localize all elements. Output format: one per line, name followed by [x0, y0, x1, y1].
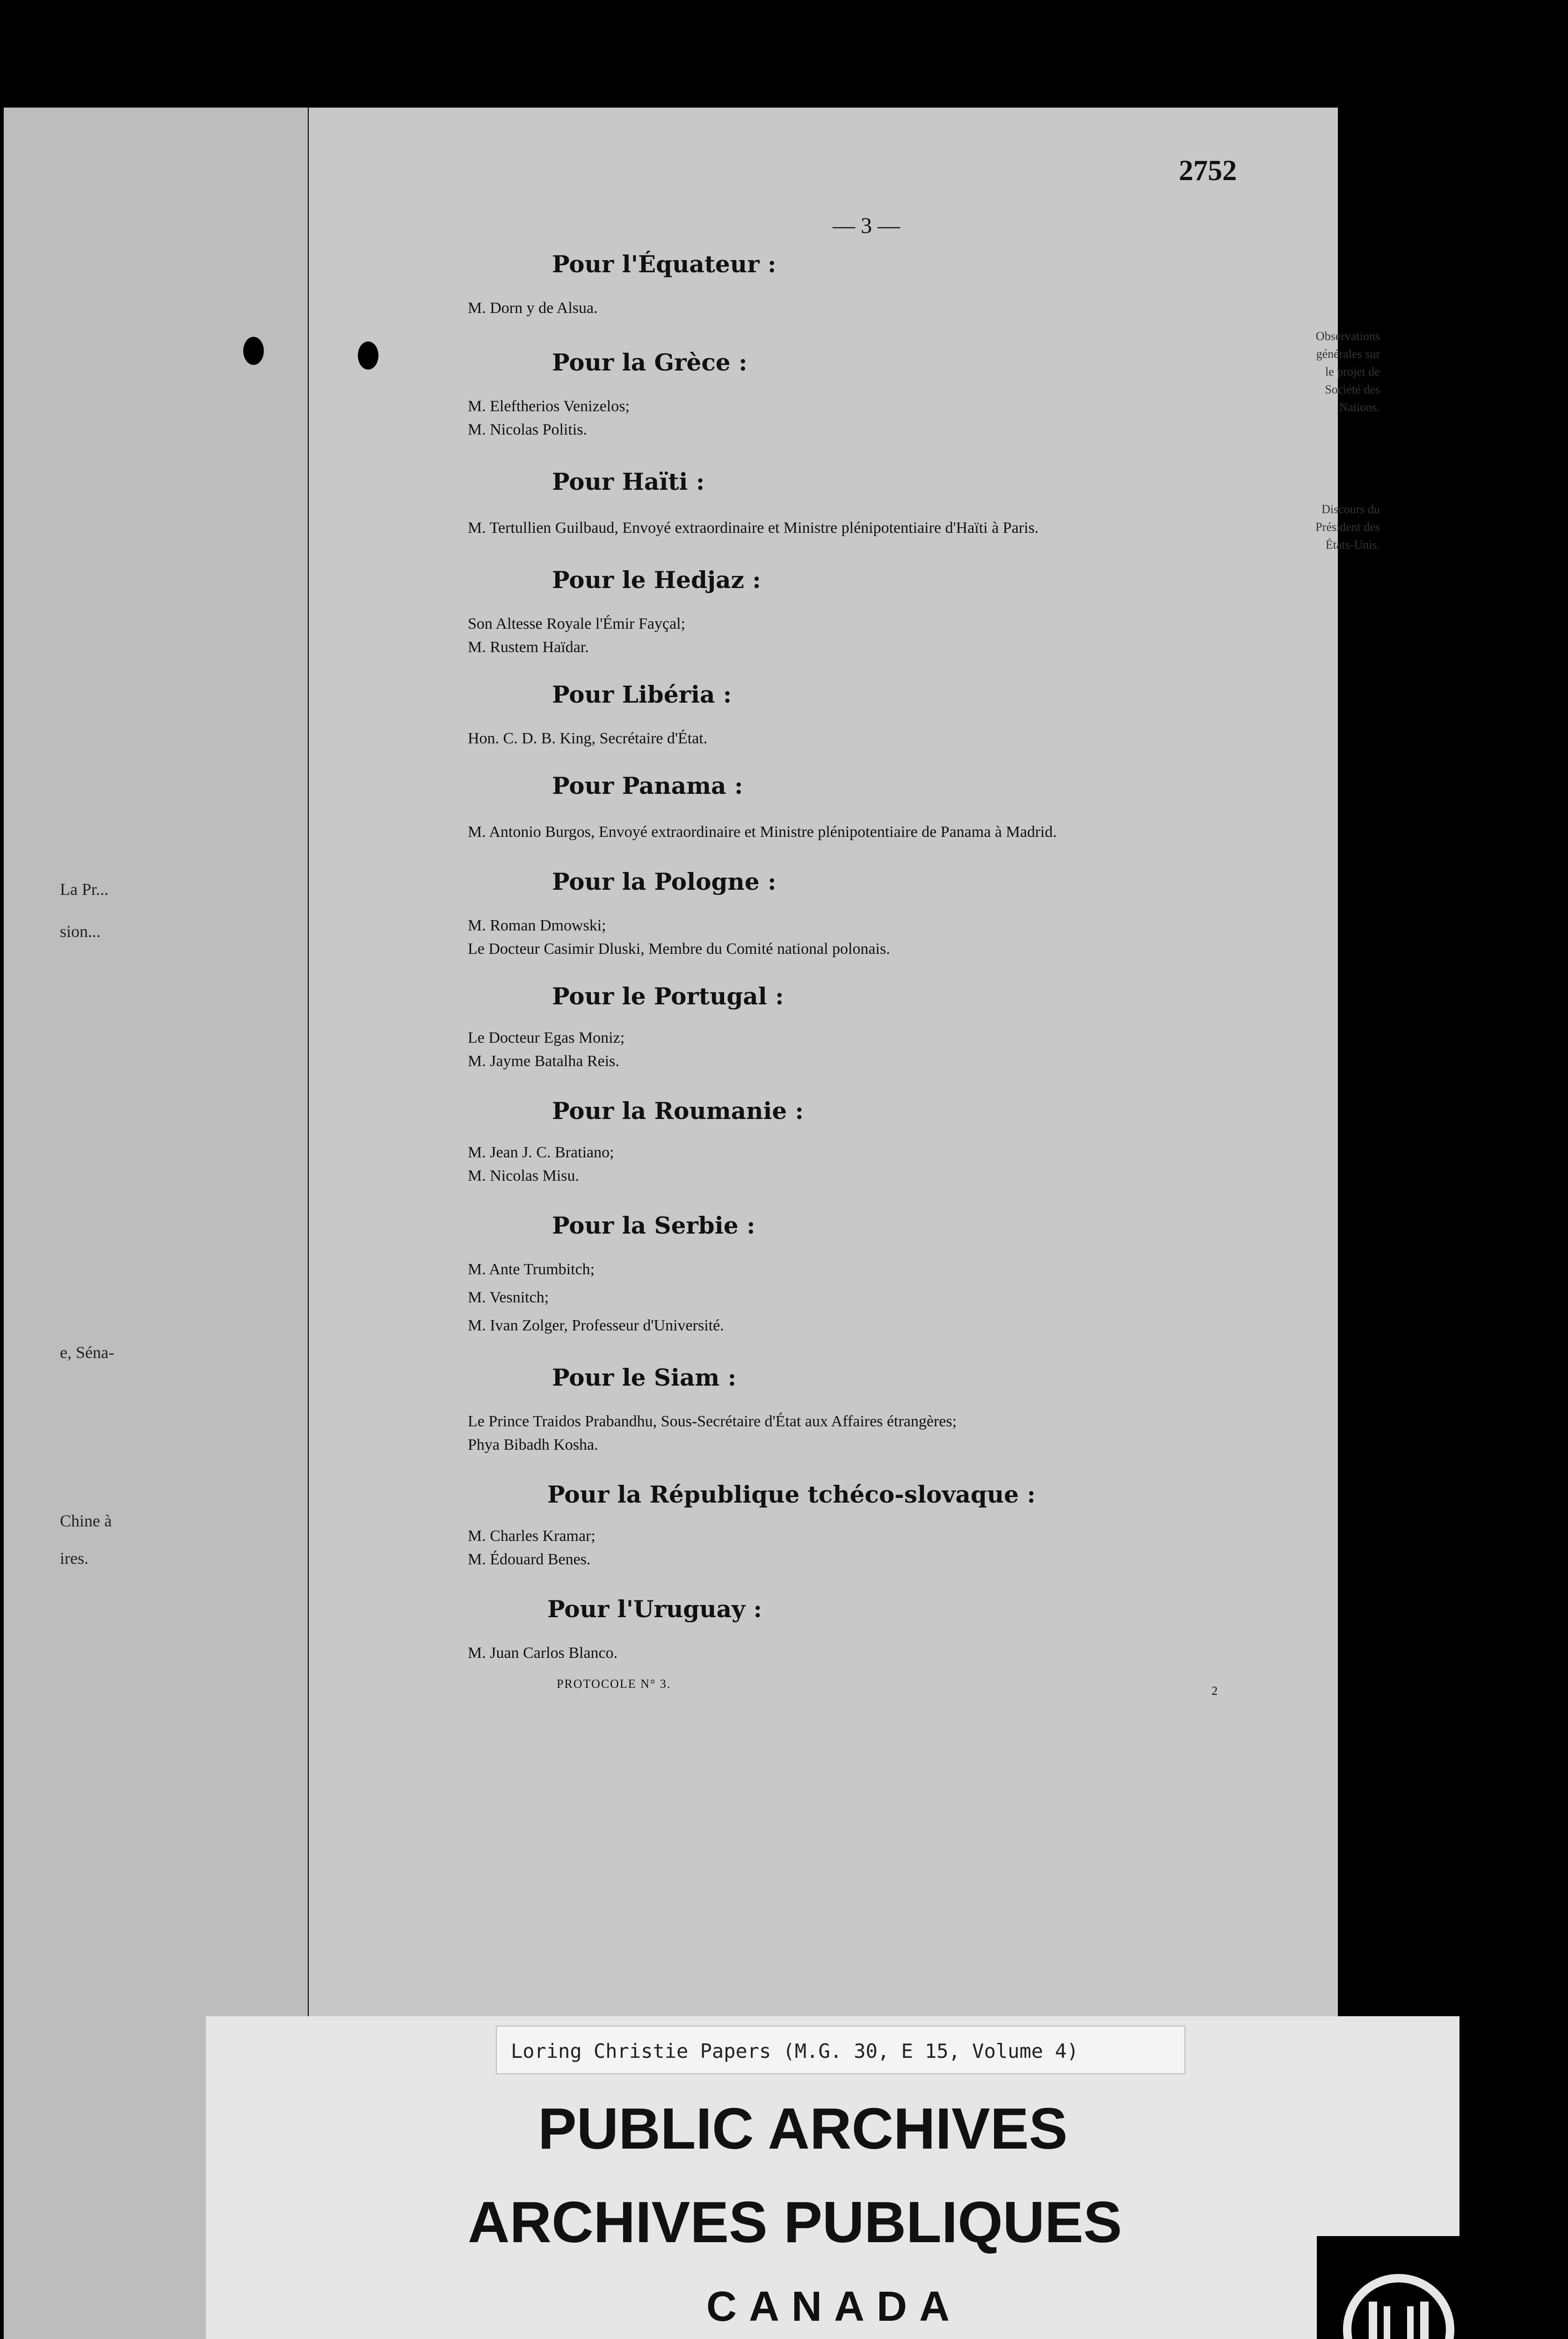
left-fragment-text: ires. [60, 1549, 88, 1568]
archives-emblem-icon [1317, 2236, 1481, 2339]
left-fragment-text: Chine à [60, 1511, 112, 1530]
signature-mark: 2 [1212, 1684, 1219, 1698]
margin-note: Observations générales sur le projet de Société des Nations. [1315, 329, 1380, 414]
delegate-entry: M. Jean J. C. Bratiano; [468, 1144, 614, 1161]
delegate-entry: M. Ante Trumbitch; [468, 1261, 595, 1278]
delegation-heading-panama: Pour Panama : [552, 772, 743, 799]
delegate-entry: M. Rustem Haïdar. [468, 639, 589, 656]
left-fragment-text: e, Séna- [60, 1343, 114, 1362]
delegation-heading-pologne: Pour la Pologne : [552, 868, 777, 895]
delegation-heading-siam: Pour le Siam : [552, 1364, 737, 1391]
delegate-entry: M. Jayme Batalha Reis. [468, 1053, 619, 1070]
delegate-entry: M. Nicolas Misu. [468, 1167, 579, 1184]
delegate-entry: M. Eleftherios Venizelos; [468, 398, 630, 415]
call-number-text: Loring Christie Papers (M.G. 30, E 15, Volume 4) [511, 2040, 1079, 2063]
delegation-heading-serbie: Pour la Serbie : [552, 1212, 755, 1239]
delegation-heading-roumanie: Pour la Roumanie : [552, 1097, 804, 1125]
delegation-heading-hedjaz: Pour le Hedjaz : [552, 566, 761, 594]
delegate-entry: M. Antonio Burgos, Envoyé extraordinaire et Ministre plénipotentiaire de Panama à Madrid. [468, 823, 1057, 841]
delegation-heading-uruguay: Pour l'Uruguay : [547, 1595, 762, 1623]
delegation-heading-haiti: Pour Haïti : [552, 468, 705, 495]
delegate-entry: M. Dorn y de Alsua. [468, 299, 598, 317]
left-fragment-text: La Pr... [60, 880, 109, 899]
archive-title-en: PUBLIC ARCHIVES [538, 2097, 1068, 2161]
delegate-entry: M. Édouard Benes. [468, 1551, 591, 1568]
punch-hole [358, 341, 378, 370]
delegate-entry: Le Docteur Egas Moniz; [468, 1029, 625, 1046]
delegate-entry: Hon. C. D. B. King, Secrétaire d'État. [468, 730, 708, 747]
delegate-entry: M. Charles Kramar; [468, 1527, 595, 1545]
archive-title-fr: ARCHIVES PUBLIQUES [468, 2190, 1122, 2255]
left-page-fragment [4, 108, 308, 2339]
page-stamp-number: 2752 [1179, 155, 1237, 187]
punch-hole [243, 337, 264, 365]
delegate-entry: Le Prince Traidos Prabandhu, Sous-Secrétaire d'État aux Affaires étrangères; [468, 1413, 957, 1430]
archives-logo [1317, 2236, 1481, 2339]
delegate-entry: M. Roman Dmowski; [468, 917, 606, 934]
delegation-heading-liberia: Pour Libéria : [552, 681, 732, 708]
delegate-entry: M. Nicolas Politis. [468, 421, 588, 438]
delegate-entry: M. Ivan Zolger, Professeur d'Université. [468, 1317, 724, 1334]
delegate-entry: Le Docteur Casimir Dluski, Membre du Comité national polonais. [468, 940, 890, 958]
page-folio: — 3 — [833, 213, 900, 238]
delegate-entry: M. Vesnitch; [468, 1289, 549, 1306]
protocol-label: PROTOCOLE N° 3. [557, 1677, 671, 1691]
call-number-tag [496, 2026, 1185, 2074]
margin-note: Discours du Président des États-Unis. [1315, 502, 1380, 552]
archive-country: CANADA [706, 2283, 962, 2330]
delegation-heading-portugal: Pour le Portugal : [552, 982, 784, 1010]
delegate-entry: Phya Bibadh Kosha. [468, 1436, 598, 1453]
delegate-entry: M. Tertullien Guilbaud, Envoyé extraordinaire et Ministre plénipotentiaire d'Haïti à Paris. [468, 519, 1039, 537]
delegation-heading-grece: Pour la Grèce : [552, 349, 748, 376]
delegation-heading-tcheco-slovaquie: Pour la République tchéco-slovaque : [547, 1481, 1036, 1508]
delegate-entry: M. Juan Carlos Blanco. [468, 1644, 618, 1662]
delegation-heading-equateur: Pour l'Équateur : [552, 250, 777, 278]
document-page [309, 108, 1338, 2339]
delegate-entry: Son Altesse Royale l'Émir Fayçal; [468, 615, 686, 632]
left-fragment-text: sion... [60, 922, 101, 941]
